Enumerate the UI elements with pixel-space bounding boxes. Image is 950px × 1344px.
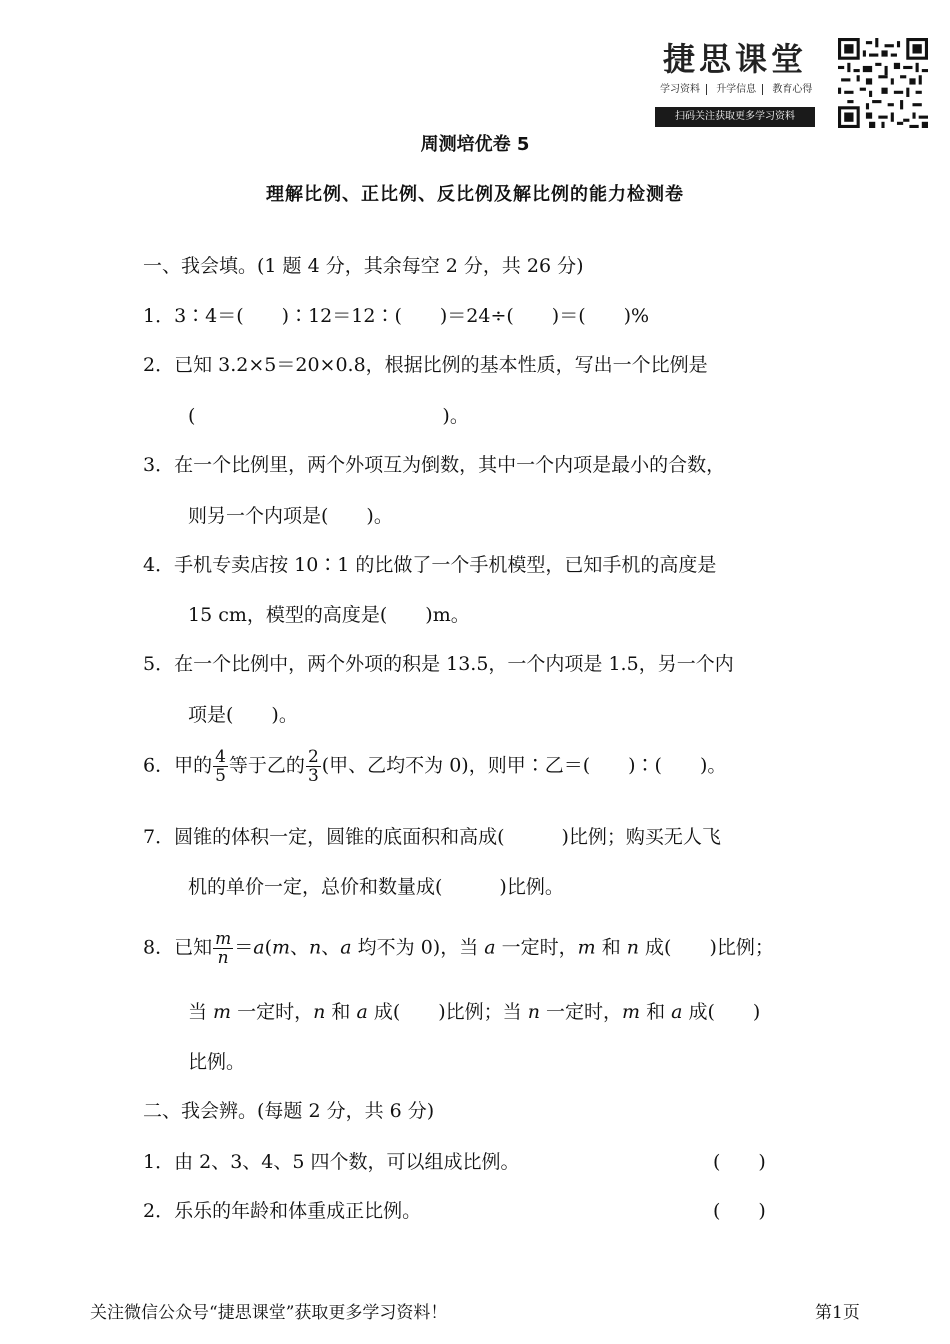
- fraction-numerator: m: [215, 929, 232, 949]
- answer-blank: ( ): [713, 1200, 766, 1222]
- variable: m: [622, 1001, 641, 1023]
- fraction-denominator: 5: [215, 766, 226, 786]
- q8-text: 一定时，: [539, 1001, 622, 1023]
- question-2-1: 1．由 2、3、4、5 四个数，可以组成比例。: [143, 1151, 520, 1173]
- question-1-5-cont: 项是( )。: [188, 704, 298, 726]
- q8-text: 一定时，: [231, 1001, 314, 1023]
- q8-text: 、: [321, 936, 341, 959]
- question-1-4: 4．手机专卖店按 10∶1 的比做了一个手机模型，已知手机的高度是: [143, 554, 717, 576]
- q6-text: 6．甲的: [143, 754, 213, 777]
- brand-tags: [656, 80, 816, 95]
- question-1-4-cont: 15 cm，模型的高度是( )m。: [188, 604, 470, 626]
- variable: n: [626, 936, 639, 959]
- question-1-7-cont: 机的单价一定，总价和数量成( )比例。: [188, 876, 564, 898]
- page-title: 周测培优卷 5: [420, 134, 530, 155]
- q8-text: 8．已知: [143, 936, 213, 959]
- brand-bar: 扫码关注获取更多学习资料: [655, 107, 815, 127]
- brand-tag: 教育心得: [772, 84, 813, 95]
- question-2-2: 2．乐乐的年龄和体重成正比例。: [143, 1200, 422, 1222]
- brand-tag: 升学信息: [716, 84, 757, 95]
- brand-name: 捷思课堂: [663, 40, 808, 78]
- question-1-7: 7．圆锥的体积一定，圆锥的底面积和高成( )比例；购买无人飞: [143, 826, 721, 848]
- question-1-1: 1．3∶4＝( )∶12＝12∶( )＝24÷( )＝( )%: [143, 305, 650, 327]
- variable: m: [271, 936, 291, 959]
- variable: a: [671, 1001, 683, 1023]
- question-1-3: 3．在一个比例里，两个外项互为倒数，其中一个内项是最小的合数，: [143, 454, 726, 476]
- section1-heading: 一、我会填。(1 题 4 分，其余每空 2 分，共 26 分): [143, 255, 584, 277]
- q8-text: ＝: [234, 936, 254, 959]
- q6-text: (甲、乙均不为 0)，则甲∶乙＝( )∶( )。: [321, 754, 727, 777]
- variable: n: [313, 1001, 326, 1023]
- fraction-numerator: 4: [215, 747, 226, 767]
- fraction-denominator: 3: [307, 766, 319, 786]
- variable: m: [213, 1001, 232, 1023]
- page-number: 第1页: [815, 1303, 860, 1323]
- variable: a: [340, 936, 352, 959]
- q8-text: 和: [640, 1001, 672, 1023]
- brand-tag: 学习资料: [660, 84, 700, 95]
- question-1-6: [143, 748, 726, 785]
- page-subtitle: 理解比例、正比例、反比例及解比例的能力检测卷: [266, 184, 684, 205]
- question-1-3-cont: 则另一个内项是( )。: [188, 505, 393, 527]
- q8-text: 一定时，: [495, 936, 578, 959]
- question-1-2: 2．已知 3.2×5＝20×0.8，根据比例的基本性质，写出一个比例是: [143, 354, 708, 376]
- q8-text: 成( )比例；: [639, 936, 774, 959]
- variable: n: [527, 1001, 540, 1023]
- q6-text: 等于乙的: [228, 754, 305, 777]
- q8-text: 和: [595, 936, 627, 959]
- answer-blank: ( ): [713, 1151, 766, 1173]
- fraction: [213, 748, 228, 785]
- q8-text: 和: [325, 1001, 357, 1023]
- q8-text: (: [264, 936, 272, 959]
- footer-note: 关注微信公众号“捷思课堂”获取更多学习资料！: [90, 1303, 448, 1323]
- variable: n: [309, 936, 322, 959]
- question-1-8: [143, 930, 774, 967]
- question-1-8-end: 比例。: [188, 1051, 246, 1073]
- fraction: [306, 748, 321, 785]
- q8-text: 成( ): [682, 1001, 761, 1023]
- variable: a: [356, 1001, 368, 1023]
- section2-heading: 二、我会辨。(每题 2 分，共 6 分): [143, 1100, 435, 1122]
- q8-text: 均不为 0)，当: [351, 936, 485, 959]
- q8-text: 、: [290, 936, 310, 959]
- question-1-5: 5．在一个比例中，两个外项的积是 13.5，一个内项是 1.5，另一个内: [143, 653, 734, 675]
- question-1-8-cont: [188, 999, 760, 1025]
- q8-text: 当: [188, 1001, 214, 1023]
- variable: m: [577, 936, 596, 959]
- fraction: [213, 930, 233, 967]
- fraction-numerator: 2: [307, 747, 319, 767]
- q8-text: 成( )比例；当: [367, 1001, 528, 1023]
- question-1-2-blank: ( )。: [188, 405, 469, 427]
- variable: a: [484, 936, 496, 959]
- variable: a: [253, 936, 265, 959]
- qr-code-icon: [838, 38, 928, 128]
- fraction-denominator: n: [217, 948, 229, 968]
